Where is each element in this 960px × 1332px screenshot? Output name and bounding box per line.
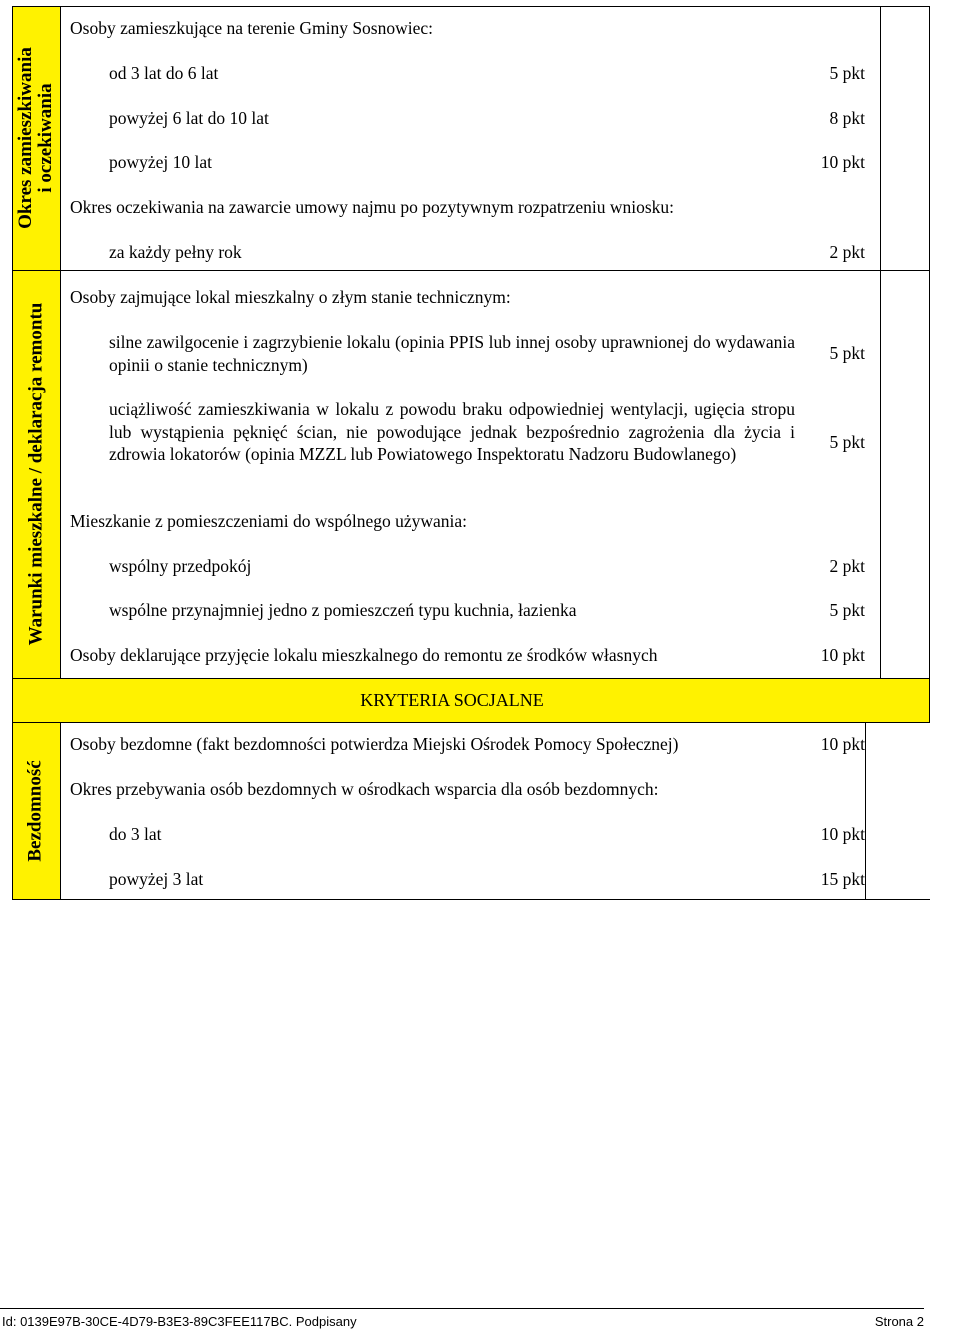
bezdomnosc-item2-text: do 3 lat [109,824,162,844]
border-row1 [12,270,930,271]
border-bottom [12,899,930,900]
border-label-col [60,6,61,678]
warunki-item3-text: wspólny przedpokój [109,556,252,576]
warunki-item5-text: Osoby deklarujące przyjęcie lokalu mieszkalnego do remontu ze środków własnych [70,645,658,665]
document-id: Id: 0139E97B-30CE-4D79-B3E3-89C3FEE117BC. Podpisany [2,1314,357,1329]
okres-year-text: za każdy pełny rok [109,242,242,262]
criteria-table [12,6,930,900]
warunki-item2-text: uciążliwość zamieszkiwania w lokalu z powodu braku odpowiedniej wentylacji, ugięcia stropu lub wystąpienia pęknięć ścian, nie powodujące jednak bezpośrednio zagrożenia dla życia i zdrowia lokatorów (opinia MZZL lub Powiatowego Inspektoratu Nadzoru Budowlanego) [109,399,795,464]
bezdomnosc-item2-points: 10 pkt [820,824,865,844]
border-row2 [12,678,930,679]
warunki-item5-points: 10 pkt [820,645,865,665]
bezdomnosc-label: Bezdomność [25,760,47,862]
border-label-col-bottom [60,722,61,900]
warunki-heading2: Mieszkanie z pomieszczeniami do wspólnego używania: [70,511,468,531]
bezdomnosc-item3-points: 15 pkt [820,869,865,889]
okres-label: Okres zamieszkiwania i oczekiwania [15,47,57,229]
bezdomnosc-heading: Okres przebywania osób bezdomnych w ośrodkach wsparcia dla osób bezdomnych: [70,779,659,799]
border-points-col [880,6,881,678]
border-right [929,6,930,722]
footer-divider [0,1308,924,1309]
warunki-item2-points: 5 pkt [829,432,865,452]
okres-item-text: powyżej 6 lat do 10 lat [109,108,269,128]
page-number: Strona 2 [874,1314,924,1329]
okres-heading2: Okres oczekiwania na zawarcie umowy najmu po pozytywnym rozpatrzeniu wniosku: [70,197,675,217]
warunki-heading1: Osoby zajmujące lokal mieszkalny o złym stanie technicznym: [70,287,511,307]
warunki-item1-text: silne zawilgocenie i zagrzybienie lokalu (opinia PPIS lub innej osoby uprawnionej do wydawania opinii o stanie technicznym) [109,332,795,375]
kryteria-title: KRYTERIA SOCJALNE [360,690,544,710]
border-points-col-bottom [865,722,866,900]
warunki-item4-points: 5 pkt [829,600,865,620]
warunki-item4-text: wspólne przynajmniej jedno z pomieszczeń typu kuchnia, łazienka [109,600,577,620]
page-footer [0,1308,930,1332]
border-row3 [12,722,930,723]
okres-item-text: od 3 lat do 6 lat [109,63,219,83]
warunki-item1-points: 5 pkt [829,343,865,363]
okres-item-points: 10 pkt [820,152,865,172]
bezdomnosc-item3-text: powyżej 3 lat [109,869,204,889]
warunki-item3-points: 2 pkt [829,556,865,576]
okres-heading1: Osoby zamieszkujące na terenie Gminy Sosnowiec: [70,18,434,38]
okres-item-text: powyżej 10 lat [109,152,213,172]
okres-item-points: 5 pkt [829,63,865,83]
warunki-label: Warunki mieszkalne / deklaracja remontu [25,302,46,646]
border-top [12,6,930,7]
okres-year-points: 2 pkt [829,242,865,262]
okres-item-points: 8 pkt [829,108,865,128]
bezdomnosc-item1-points: 10 pkt [820,734,865,754]
bezdomnosc-item1-text: Osoby bezdomne (fakt bezdomności potwierdza Miejski Ośrodek Pomocy Społecznej) [70,734,679,754]
